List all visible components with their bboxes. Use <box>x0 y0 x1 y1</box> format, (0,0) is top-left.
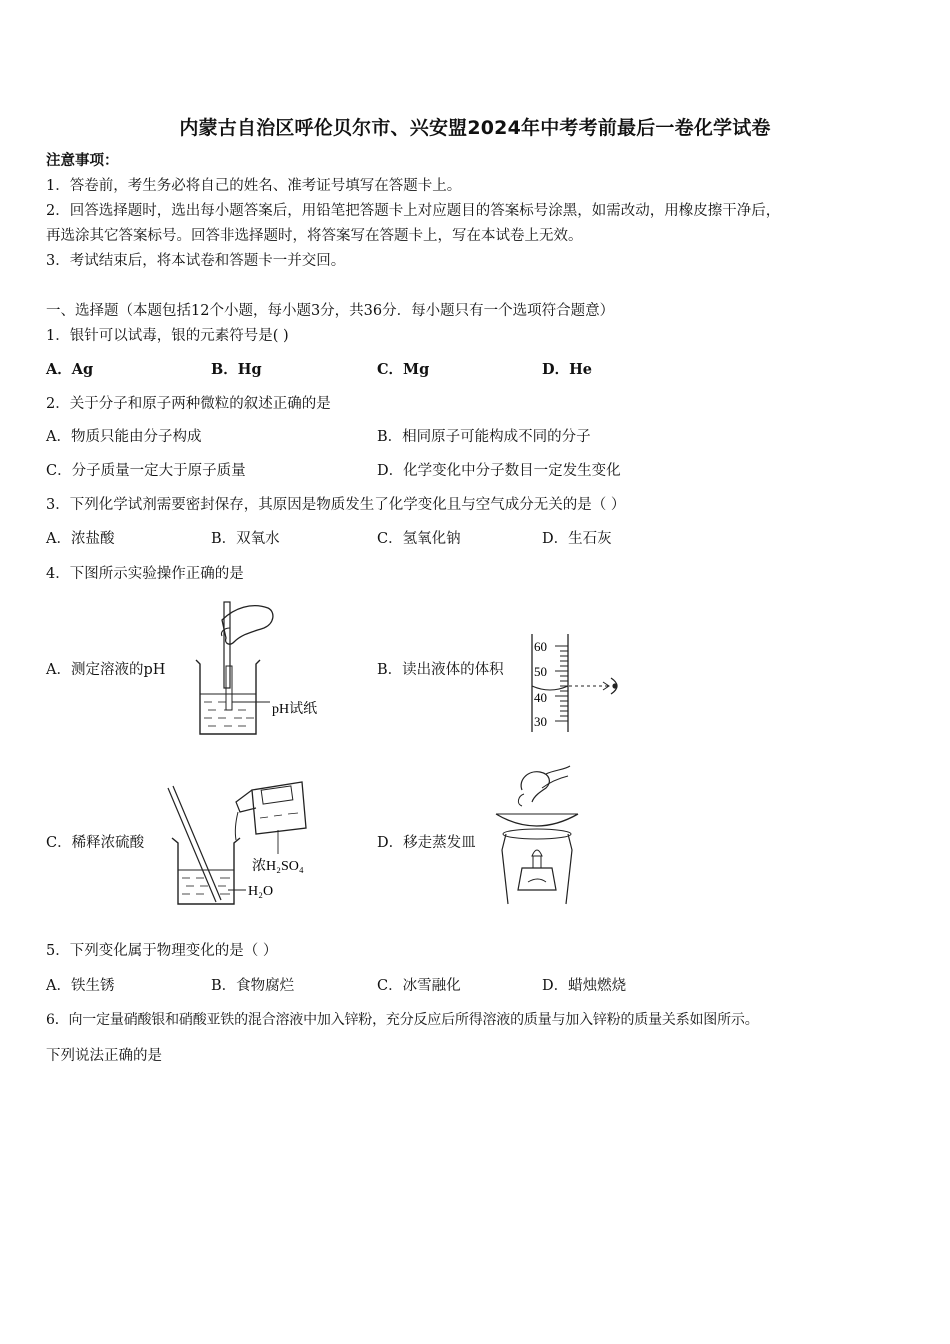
notice-heading: 注意事项： <box>46 152 119 169</box>
question-6-stem-cont: 下列说法正确的是 <box>46 1048 162 1064</box>
q3-option-d: D．生石灰 <box>542 531 612 547</box>
q3-option-c: C．氢氧化钠 <box>377 531 461 547</box>
q1-option-c: C．Mg <box>377 361 430 378</box>
q1-option-a: A．Ag <box>46 361 94 378</box>
question-1-stem: 1．银针可以试毒，银的元素符号是( ) <box>46 328 289 344</box>
notice-item: 3．考试结束后，将本试卷和答题卡一并交回。 <box>46 253 346 269</box>
q3-option-b: B．双氧水 <box>211 531 280 547</box>
ph-paper-label: pH试纸 <box>272 702 318 717</box>
q1-option-d: D．He <box>542 361 592 378</box>
cylinder-tick-50: 50 <box>534 664 547 679</box>
question-3-stem: 3．下列化学试剂需要密封保存，其原因是物质发生了化学变化且与空气成分无关的是（ ） <box>46 497 626 513</box>
section-heading: 一、选择题（本题包括12个小题，每小题3分，共36分．每小题只有一个选项符合题意） <box>46 303 615 319</box>
q1-option-b: B．Hg <box>211 361 262 378</box>
question-6-stem: 6．向一定量硝酸银和硝酸亚铁的混合溶液中加入锌粉，充分反应后所得溶液的质量与加入锌粉的质量关系如图所示。 <box>46 1012 759 1028</box>
q4-option-b: B．读出液体的体积 <box>377 662 504 678</box>
cylinder-tick-40: 40 <box>534 690 547 705</box>
notice-item: 1．答卷前，考生务必将自己的姓名、准考证号填写在答题卡上。 <box>46 178 462 194</box>
q2-option-d: D．化学变化中分子数目一定发生变化 <box>377 463 621 479</box>
q4-option-d: D．移走蒸发皿 <box>377 835 476 851</box>
q2-option-a: A．物质只能由分子构成 <box>46 429 202 445</box>
q4-option-c: C．稀释浓硫酸 <box>46 835 145 851</box>
q5-option-a: A．铁生锈 <box>46 978 115 994</box>
water-label: H₂O <box>248 884 274 899</box>
cylinder-tick-30: 30 <box>534 714 547 729</box>
q4-option-a: A．测定溶液的pH <box>46 662 166 678</box>
figure-cylinder-reading <box>525 630 635 736</box>
page-title: 内蒙古自治区呼伦贝尔市、兴安盟2024年中考考前最后一卷化学试卷 <box>179 117 771 139</box>
figure-evaporating-dish <box>488 764 588 906</box>
q5-option-d: D．蜡烛燃烧 <box>542 978 627 994</box>
question-2-stem: 2．关于分子和原子两种微粒的叙述正确的是 <box>46 396 331 412</box>
q2-option-c: C．分子质量一定大于原子质量 <box>46 463 246 479</box>
figure-ph-test <box>190 598 340 740</box>
question-5-stem: 5．下列变化属于物理变化的是（ ） <box>46 943 278 959</box>
cylinder-tick-60: 60 <box>534 639 547 654</box>
notice-item: 再选涂其它答案标号。回答非选择题时，将答案写在答题卡上，写在本试卷上无效。 <box>46 228 583 244</box>
q5-option-b: B．食物腐烂 <box>211 978 295 994</box>
figure-dilute-acid <box>160 768 360 908</box>
conc-acid-label: 浓H₂SO₄ <box>252 859 304 874</box>
q3-option-a: A．浓盐酸 <box>46 531 115 547</box>
question-4-stem: 4．下图所示实验操作正确的是 <box>46 566 244 582</box>
notice-item: 2．回答选择题时，选出每小题答案后，用铅笔把答题卡上对应题目的答案标号涂黑，如需改动，用橡皮擦干净后， <box>46 203 781 219</box>
q5-option-c: C．冰雪融化 <box>377 978 461 994</box>
q2-option-b: B．相同原子可能构成不同的分子 <box>377 429 591 445</box>
